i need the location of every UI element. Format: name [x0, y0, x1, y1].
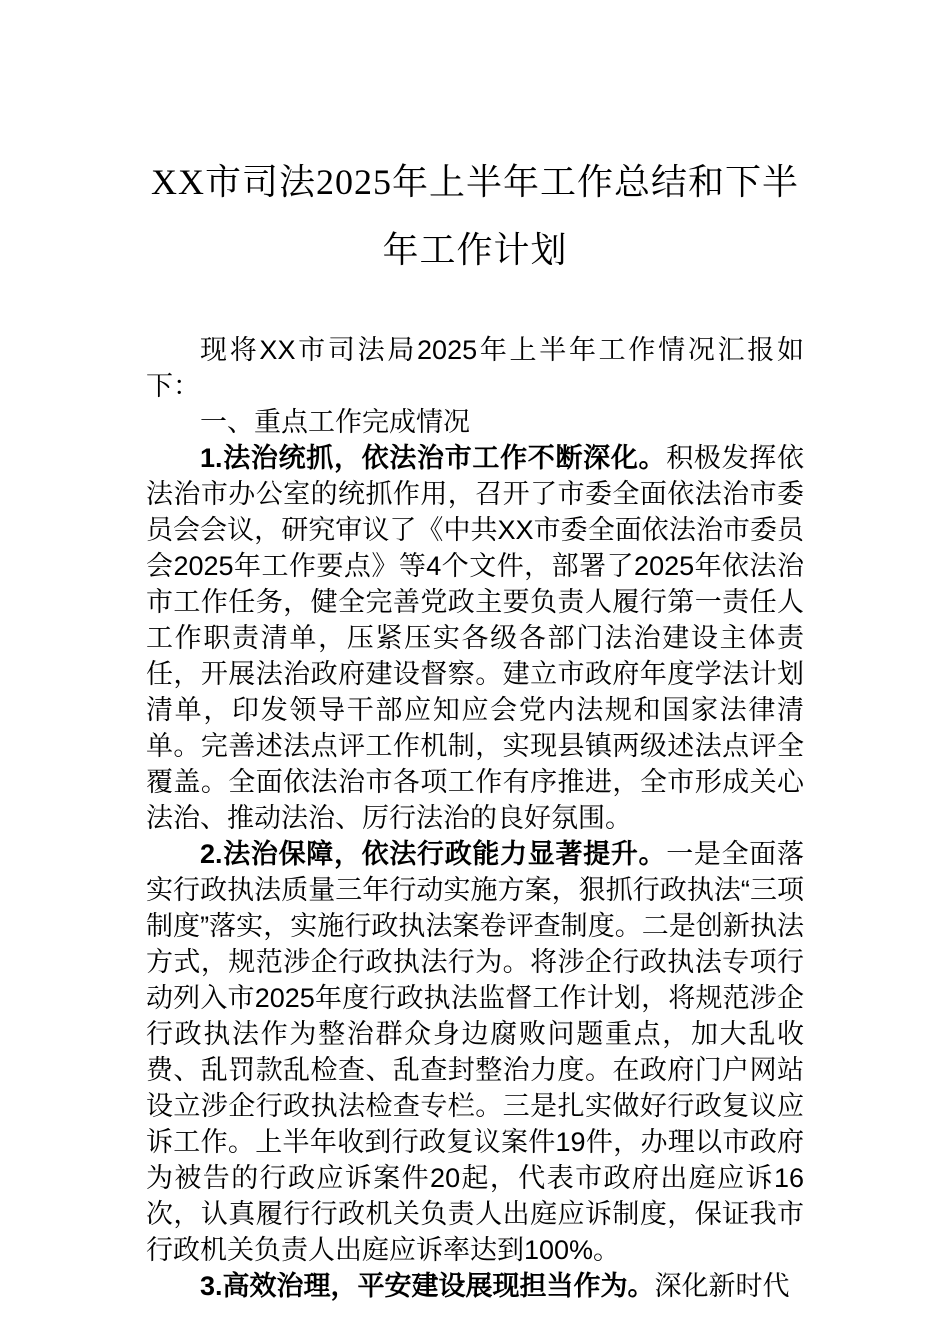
text-run: 一是全面落实行政执法质量三年行动实施方案，狠抓行政执法“三项制度”落实，实施行政执法案卷评查制度。二是创新执法方式，规范涉企行政执法行为。将涉企行政执法专项行动列入市2025年度行政执法监督工作计划，将规范涉企行政执法作为整治群众身边腐败问题重点，加大乱收费、乱罚款乱检查、乱查封整治力度。在政府门户网站设立涉企行政执法检查专栏。三是扎实做好行政复议应诉工作。上半年收到行政复议案件19件，办理以市政府为被告的行政应诉案件20起，代表市政府出庭应诉16次，认真履行行政机关负责人出庭应诉制度，保证我市行政机关负责人出庭应诉率达到100%。 [146, 839, 804, 1265]
paragraph [146, 836, 804, 1268]
paragraph [146, 440, 804, 836]
text-run: 积极发挥依法治市办公室的统抓作用，召开了市委全面依法治市委员会会议，研究审议了《中共XX市委全面依法治市委员会2025年工作要点》等4个文件，部署了2025年依法治市工作任务，健全完善党政主要负责人履行第一责任人工作职责清单，压紧压实各级各部门法治建设主体责任，开展法治政府建设督察。建立市政府年度学法计划清单，印发领导干部应知应会党内法规和国家法律清单。完善述法点评工作机制，实现县镇两级述法点评全覆盖。全面依法治市各项工作有序推进，全市形成关心法治、推动法治、厉行法治的良好氛围。 [146, 443, 804, 833]
document-body [146, 332, 804, 1304]
document-title-line2: 年工作计划 [382, 230, 568, 270]
bold-run: 3.高效治理，平安建设展现担当作为。 [200, 1271, 655, 1301]
paragraph [146, 1268, 804, 1304]
text-run: 一、重点工作完成情况 [200, 407, 470, 437]
paragraph [146, 404, 804, 440]
bold-run: 1.法治统抓，依法治市工作不断深化。 [200, 443, 667, 473]
document-title-line1: XX市司法2025年上半年工作总结和下半 [151, 162, 799, 202]
document-title [0, 0, 950, 284]
paragraph [146, 332, 804, 404]
bold-run: 2.法治保障，依法行政能力显著提升。 [200, 839, 667, 869]
text-run: 现将XX市司法局2025年上半年工作情况汇报如下： [146, 335, 804, 401]
text-run: 深化新时代 [654, 1271, 790, 1301]
